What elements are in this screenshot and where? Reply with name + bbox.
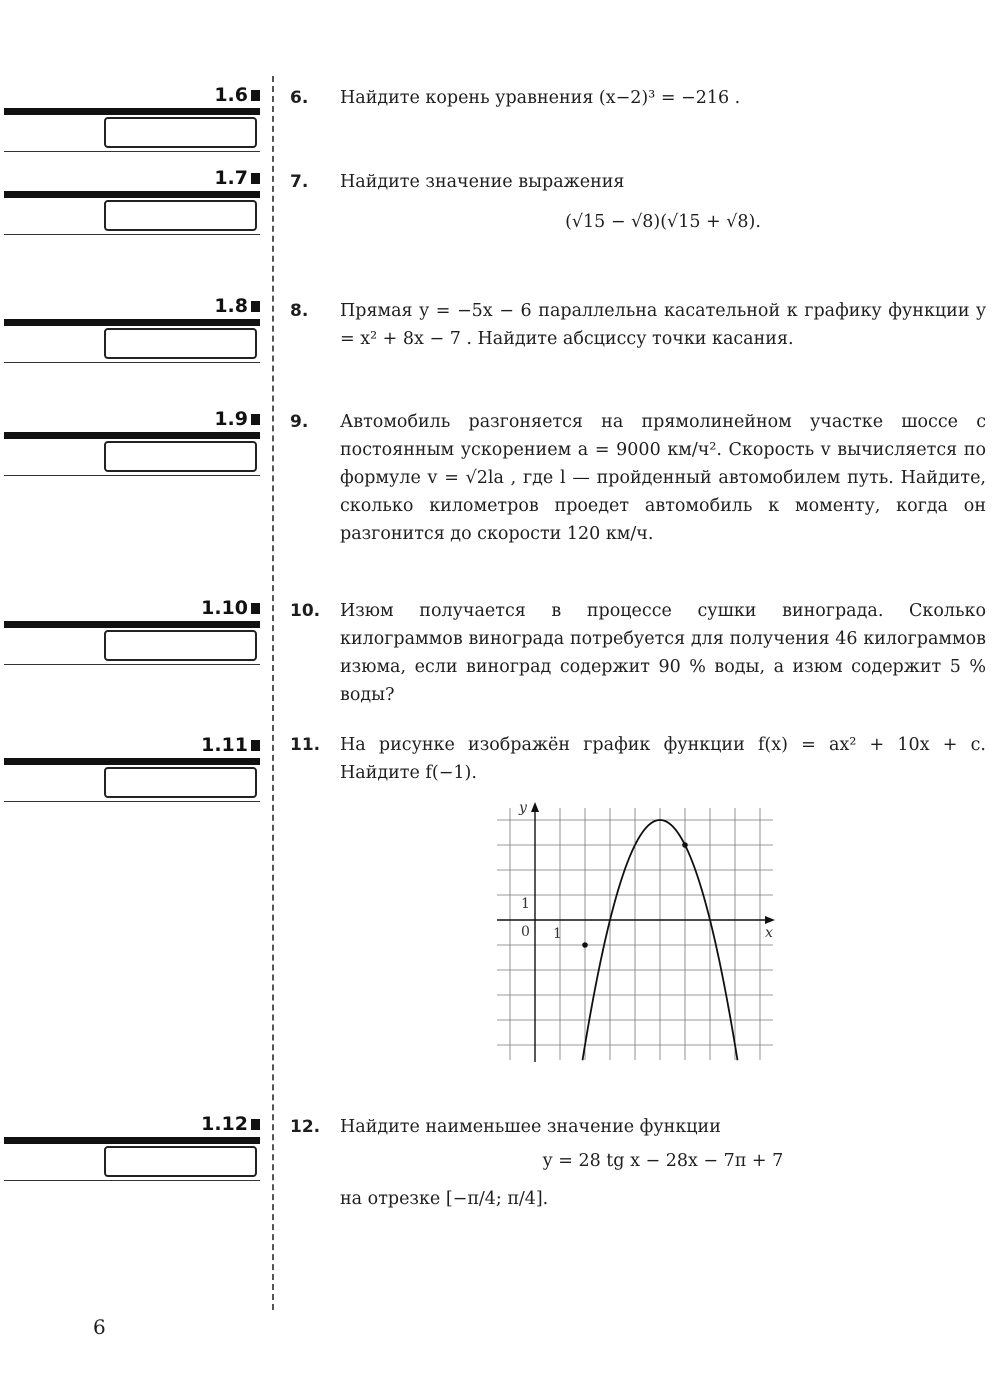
answer-label: 1.8 [214, 295, 248, 317]
task-7 [290, 168, 986, 236]
axes [497, 802, 775, 1062]
task-number: 11. [290, 735, 321, 755]
answer-block-1-11 [4, 734, 260, 804]
parabola-graph [497, 800, 777, 1062]
x-unit-label: 1 [553, 926, 562, 942]
answer-label: 1.7 [214, 167, 248, 189]
square-marker-icon [251, 603, 260, 614]
answer-underline [4, 664, 260, 665]
task-number: 9. [290, 412, 309, 432]
task-text: Найдите корень уравнения (x−2)³ = −216 . [340, 88, 741, 108]
answer-bar [4, 758, 260, 765]
task-text: Найдите значение выражения [340, 172, 625, 192]
square-marker-icon [251, 90, 260, 101]
page-number: 6 [93, 1315, 106, 1339]
answer-input-1-9[interactable] [104, 441, 257, 472]
answer-input-1-8[interactable] [104, 328, 257, 359]
answer-label: 1.6 [214, 84, 248, 106]
x-axis-arrow-icon [765, 916, 775, 924]
answer-block-1-8 [4, 295, 260, 365]
answer-input-1-12[interactable] [104, 1146, 257, 1177]
cut-line [272, 76, 274, 1310]
task-6 [290, 84, 986, 112]
answer-block-1-9 [4, 408, 260, 478]
answer-label: 1.12 [201, 1113, 248, 1135]
task-number: 6. [290, 88, 309, 108]
answer-underline [4, 362, 260, 363]
answer-input-1-10[interactable] [104, 630, 257, 661]
task-text: Найдите наименьшее значение функции [340, 1117, 721, 1137]
answer-bar [4, 108, 260, 115]
task-12 [290, 1113, 986, 1213]
answer-bar [4, 191, 260, 198]
answer-block-1-10 [4, 597, 260, 667]
answer-underline [4, 234, 260, 235]
task-formula: y = 28 tg x − 28x − 7π + 7 [542, 1151, 784, 1171]
marked-point [582, 942, 588, 948]
task-11 [290, 731, 986, 787]
marked-point [682, 842, 688, 848]
answer-block-1-12 [4, 1113, 260, 1183]
task-formula: (√15 − √8)(√15 + √8). [565, 212, 761, 232]
task-number: 12. [290, 1117, 321, 1137]
task-interval: на отрезке [−π/4; π/4]. [340, 1189, 549, 1209]
task-text: Изюм получается в процессе сушки винограда. Сколько килограммов винограда потребуется для получения 46 килограммов изюма, если виноград содержит 90 % воды, а изюм содержит 5 % воды? [340, 601, 986, 705]
answer-underline [4, 1180, 260, 1181]
task-text: Автомобиль разгоняется на прямолинейном участке шоссе с постоянным ускорением a = 9000 км/ч². Скорость v вычисляется по формуле v = √2la , где l — пройденный автомобилем путь. Найдите, сколько километров проедет автомобиль к моменту, когда он разгонится до скорости 120 км/ч. [340, 412, 986, 544]
answer-block-1-6 [4, 84, 260, 154]
answer-input-1-6[interactable] [104, 117, 257, 148]
answer-label: 1.11 [201, 734, 248, 756]
answer-underline [4, 151, 260, 152]
answer-label: 1.9 [214, 408, 248, 430]
task-10 [290, 597, 986, 709]
square-marker-icon [251, 1119, 260, 1130]
y-axis-label: y [519, 800, 527, 816]
task-number: 10. [290, 601, 321, 621]
x-axis-label: x [765, 925, 773, 941]
square-marker-icon [251, 740, 260, 751]
task-9 [290, 408, 986, 548]
square-marker-icon [251, 414, 260, 425]
answer-label: 1.10 [201, 597, 248, 619]
answer-input-1-11[interactable] [104, 767, 257, 798]
answer-underline [4, 801, 260, 802]
answer-input-1-7[interactable] [104, 200, 257, 231]
answer-bar [4, 319, 260, 326]
y-unit-label: 1 [521, 896, 530, 912]
answer-bar [4, 1137, 260, 1144]
answer-bar [4, 432, 260, 439]
answer-underline [4, 475, 260, 476]
square-marker-icon [251, 173, 260, 184]
origin-label: 0 [521, 924, 530, 940]
task-text: На рисунке изображён график функции f(x) = ax² + 10x + c. Найдите f(−1). [340, 735, 986, 783]
task-number: 8. [290, 301, 309, 321]
y-axis-arrow-icon [531, 802, 539, 812]
task-number: 7. [290, 172, 309, 192]
answer-bar [4, 621, 260, 628]
answer-block-1-7 [4, 167, 260, 237]
task-8 [290, 297, 986, 353]
square-marker-icon [251, 301, 260, 312]
task-text: Прямая y = −5x − 6 параллельна касательной к графику функции y = x² + 8x − 7 . Найдите абсциссу точки касания. [340, 301, 986, 349]
